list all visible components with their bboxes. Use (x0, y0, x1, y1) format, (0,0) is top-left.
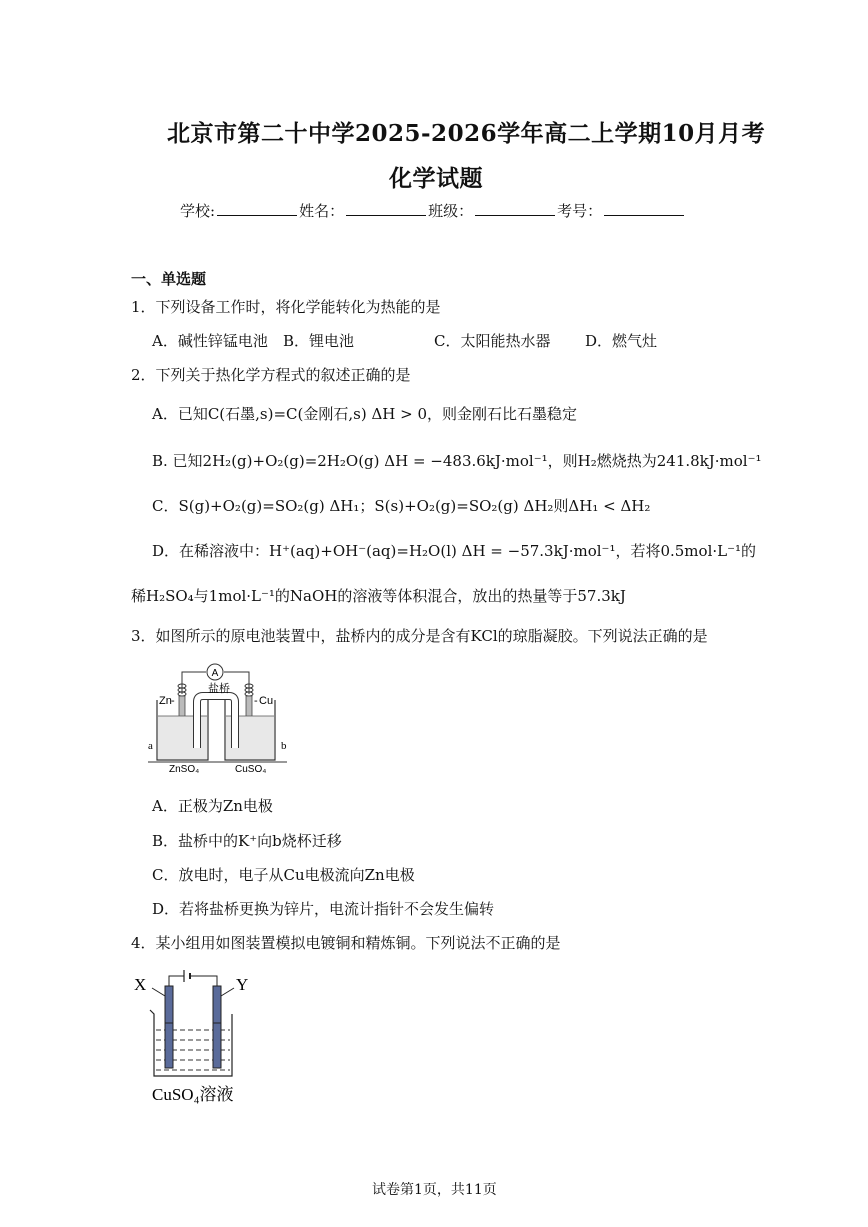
cu-label: Cu (259, 695, 274, 707)
q2-option-c: C．S(g)+O₂(g)=SO₂(g) ΔH₁；S(s)+O₂(g)=SO₂(g) ΔH₂则ΔH₁ < ΔH₂ (152, 497, 651, 515)
page-title-line2: 化学试题 (389, 165, 483, 192)
electroplating-diagram (132, 968, 252, 1108)
znso4-label: ZnSO₄ (169, 764, 200, 775)
class-blank[interactable] (475, 201, 555, 216)
zn-label: Zn (159, 695, 172, 707)
exam-no-blank[interactable] (604, 201, 684, 216)
beaker-a-label: a (148, 740, 153, 752)
svg-text:-: - (171, 695, 175, 707)
section-heading: 一、单选题 (131, 270, 207, 288)
student-info-row (180, 200, 686, 221)
school-blank[interactable] (217, 201, 297, 216)
q3-option-c: C．放电时，电子从Cu电极流向Zn电极 (152, 866, 415, 884)
q3-option-b: B．盐桥中的K⁺向b烧杯迁移 (152, 832, 342, 850)
q1-option-b: B．锂电池 (283, 332, 355, 350)
q2-option-d-line2: 稀H₂SO₄与1mol·L⁻¹的NaOH的溶液等体积混合，放出的热量等于57.3kJ (131, 587, 626, 605)
q1-option-c: C．太阳能热水器 (434, 332, 551, 350)
q4-stem: 4．某小组用如图装置模拟电镀铜和精炼铜。下列说法不正确的是 (131, 934, 561, 952)
q1-option-d: D．燃气灶 (585, 332, 658, 350)
page-title-line1: 北京市第二十中学2025-2026学年高二上学期10月月考 (167, 120, 766, 147)
name-blank[interactable] (346, 201, 426, 216)
q3-option-a: A．正极为Zn电极 (152, 797, 273, 815)
name-label: 姓名： (299, 202, 345, 220)
page-footer: 试卷第1页，共11页 (372, 1182, 497, 1198)
q1-option-a: A．碱性锌锰电池 (152, 332, 268, 350)
q1-stem: 1．下列设备工作时，将化学能转化为热能的是 (131, 298, 441, 316)
school-label: 学校: (180, 202, 216, 220)
q2-stem: 2．下列关于热化学方程式的叙述正确的是 (131, 366, 411, 384)
q2-option-d-line1: D．在稀溶液中：H⁺(aq)+OH⁻(aq)=H₂O(l) ΔH = −57.3kJ·mol⁻¹，若将0.5mol·L⁻¹的 (152, 542, 757, 560)
galvanic-cell-diagram (145, 660, 295, 775)
q3-stem: 3．如图所示的原电池装置中，盐桥内的成分是含有KCl的琼脂凝胶。下列说法正确的是 (131, 627, 708, 645)
class-label: 班级： (428, 202, 474, 220)
salt-bridge-label: 盐桥 (208, 683, 230, 695)
cuso4-solution-label: CuSO₄溶液 (152, 1085, 234, 1104)
x-label: X (134, 975, 147, 994)
q2-option-a: A．已知C(石墨,s)=C(金刚石,s) ΔH > 0，则金刚石比石墨稳定 (152, 405, 578, 423)
cuso4-label: CuSO₄ (235, 764, 267, 775)
ammeter-label: A (211, 668, 219, 679)
exam-no-label: 考号： (557, 202, 603, 220)
beaker-b-label: b (281, 740, 287, 752)
y-label: Y (236, 975, 249, 994)
q2-option-b: B. 已知2H₂(g)+O₂(g)=2H₂O(g) ΔH = −483.6kJ·mol⁻¹，则H₂燃烧热为241.8kJ·mol⁻¹ (152, 452, 762, 470)
q3-option-d: D．若将盐桥更换为锌片，电流计指针不会发生偏转 (152, 900, 495, 918)
svg-text:-: - (254, 695, 258, 707)
